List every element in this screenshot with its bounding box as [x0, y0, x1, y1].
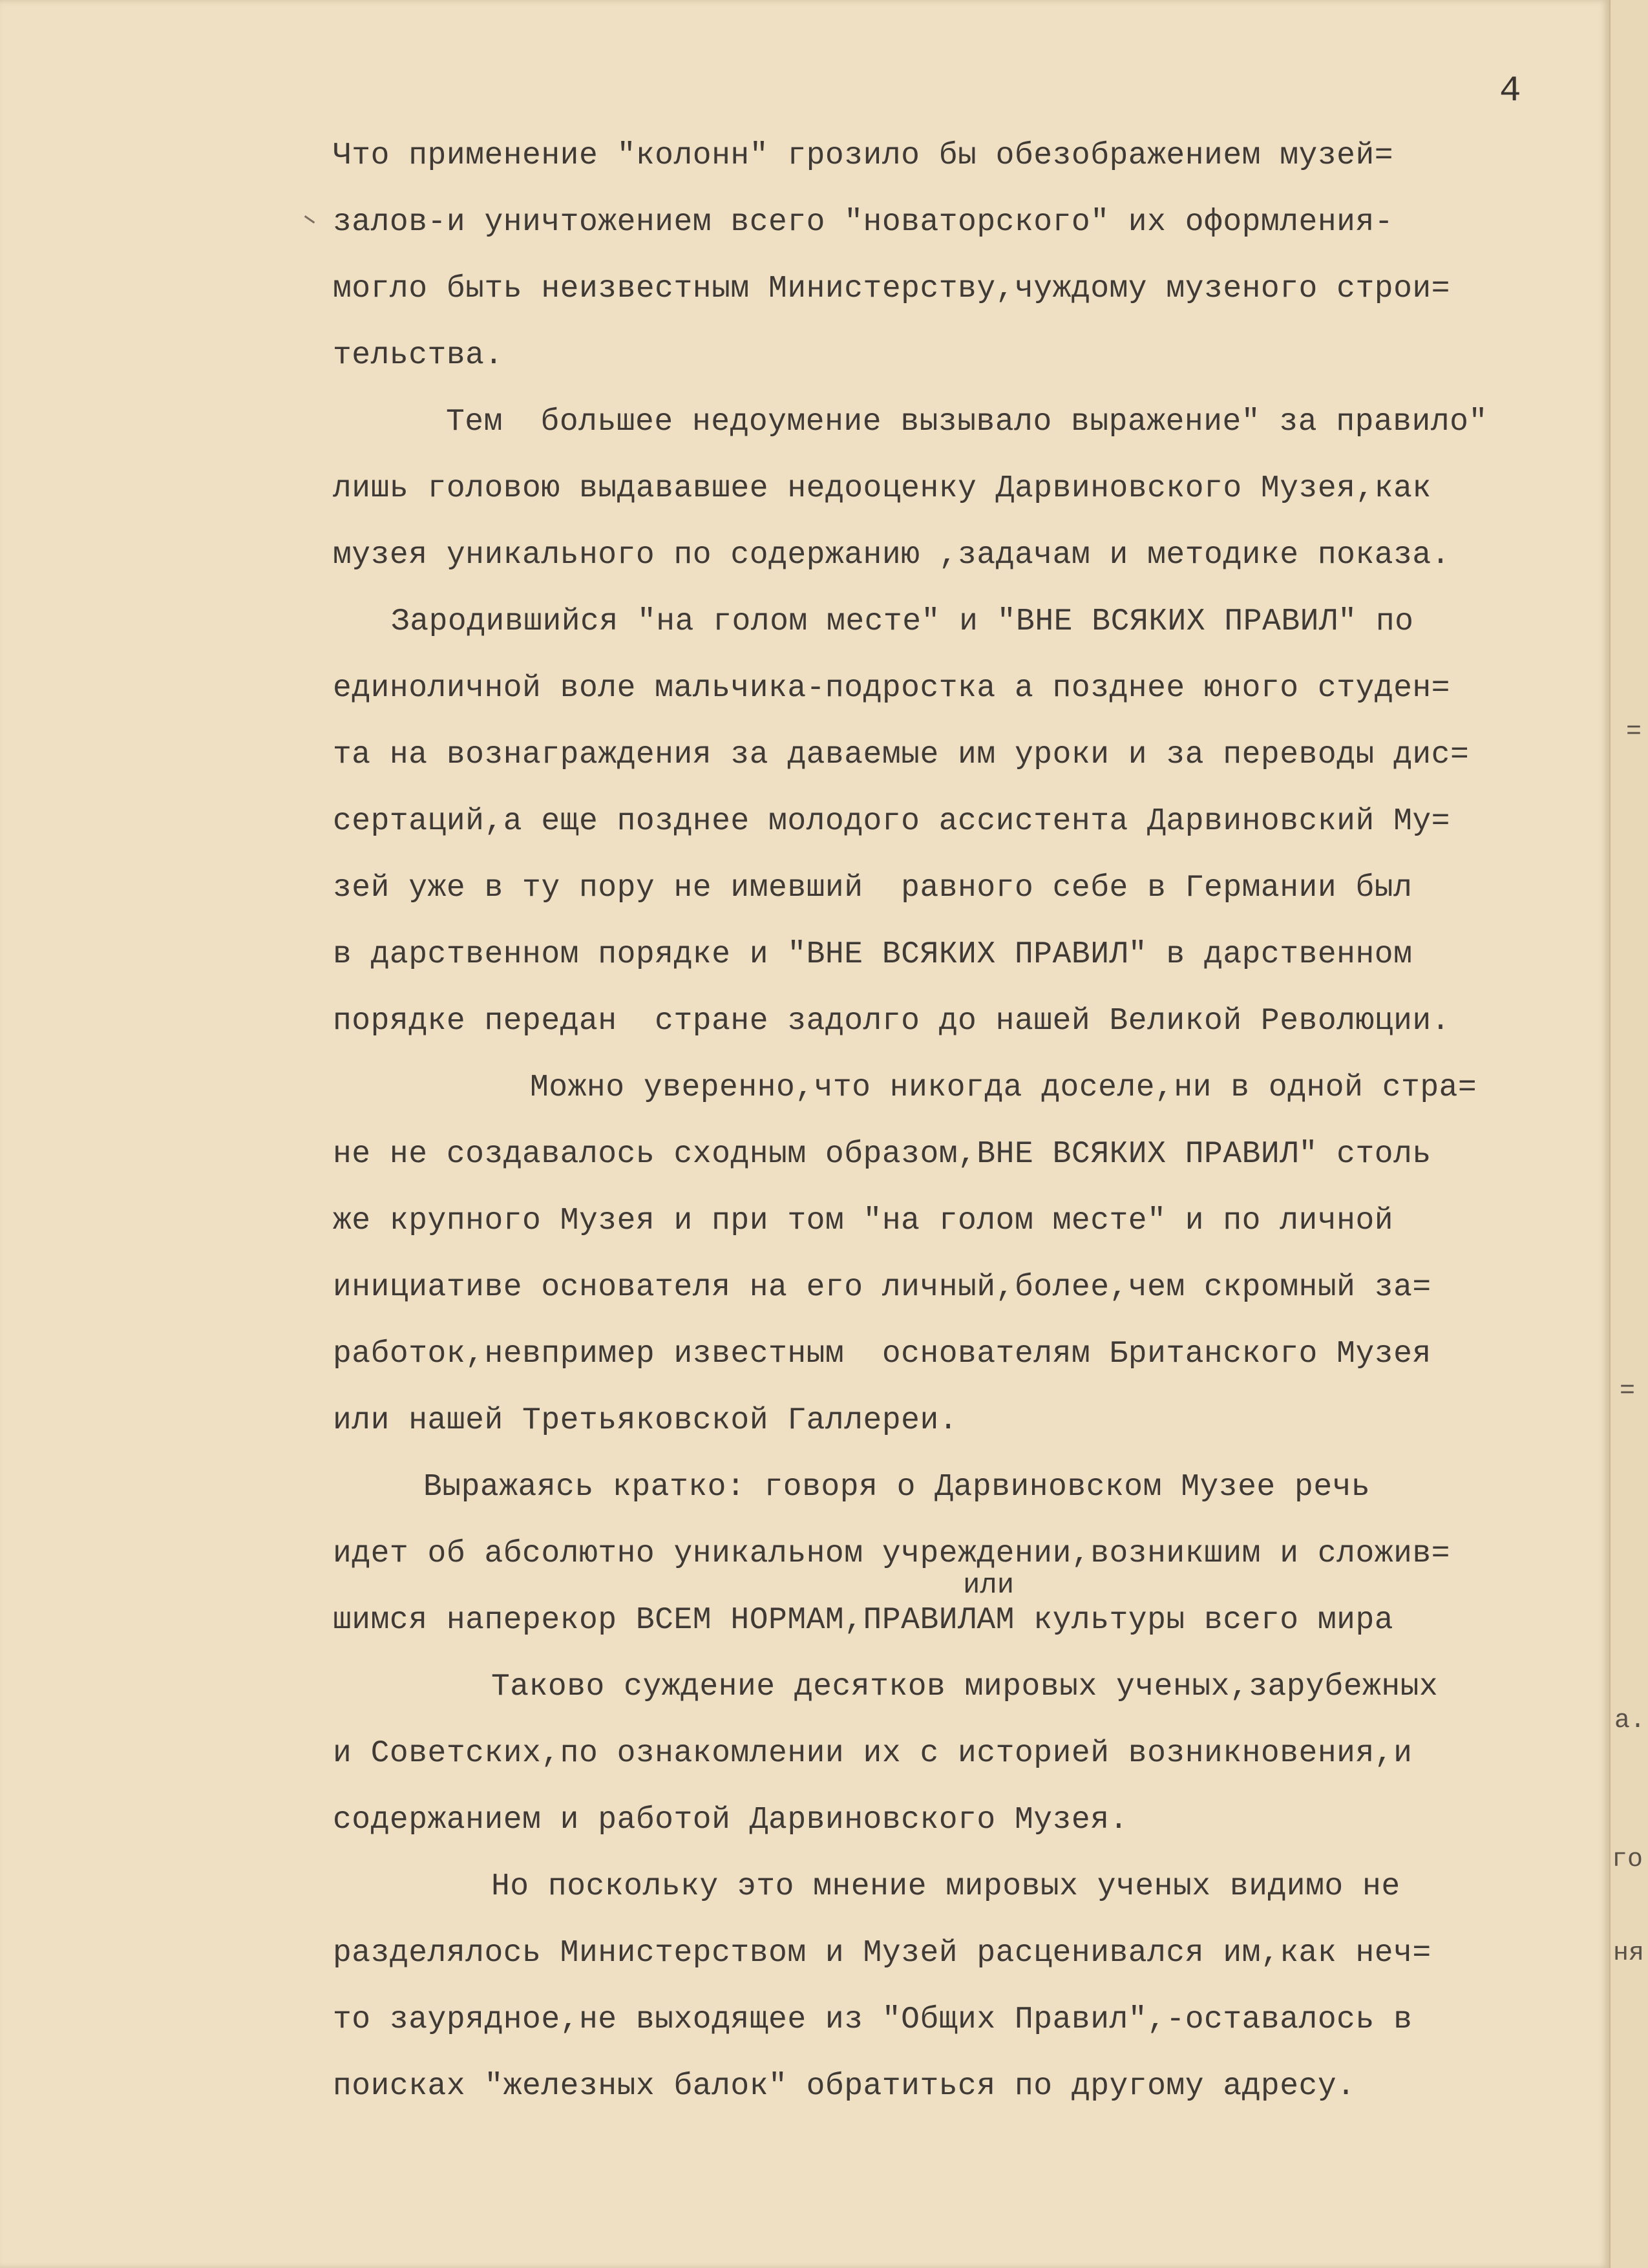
text-line: работок,невпример известным основателям Британского Музея — [333, 1337, 1431, 1372]
text-line: музея уникального по содержанию ,задачам и методике показа. — [333, 538, 1450, 573]
underlying-page-edge — [1609, 0, 1648, 2268]
text-line: Зародившийся "на голом месте" и "ВНЕ ВСЯКИХ ПРАВИЛ" по — [391, 604, 1414, 639]
text-line: сертаций,а еще позднее молодого ассистента Дарвиновский Му= — [333, 804, 1450, 839]
text-line: же крупного Музея и при том "на голом месте" и по личной — [333, 1203, 1394, 1238]
text-line: тельства. — [333, 338, 503, 373]
text-line: Таково суждение десятков мировых ученых,зарубежных — [491, 1669, 1439, 1704]
text-line: не не создавалось сходным образом,ВНЕ ВСЯКИХ ПРАВИЛ" столь — [333, 1137, 1431, 1172]
text-line: Выражаясь кратко: говоря о Дарвиновском Музее речь — [423, 1470, 1371, 1505]
margin-fragment: го — [1612, 1845, 1643, 1874]
pencil-tick-mark — [304, 215, 315, 224]
text-line: разделялось Министерством и Музей расценивался им,как неч= — [333, 1936, 1431, 1971]
text-line: то заурядное,не выходящее из "Общих Правил",-оставалось в — [333, 2002, 1413, 2037]
text-line: Но поскольку это мнение мировых ученых видимо не — [491, 1869, 1400, 1904]
text-line: Можно уверенно,что никогда доселе,ни в одной стра= — [530, 1070, 1477, 1105]
margin-fragment: а. — [1614, 1706, 1646, 1735]
text-line: Что применение "колонн" грозило бы обезображением музей= — [333, 138, 1394, 173]
page-number: 4 — [1499, 70, 1521, 111]
margin-fragment: = — [1626, 717, 1642, 747]
text-line: или нашей Третьяковской Галлереи. — [333, 1403, 958, 1438]
text-line: единоличной воле мальчика-подростка а позднее юного студен= — [333, 671, 1450, 706]
margin-fragment: = — [1620, 1377, 1636, 1406]
text-line: в дарственном порядке и "ВНЕ ВСЯКИХ ПРАВИЛ" в дарственном — [333, 937, 1413, 972]
text-line: лишь головою выдававшее недооценку Дарвиновского Музея,как — [333, 471, 1431, 506]
text-line: порядке передан стране задолго до нашей Великой Революции. — [333, 1004, 1450, 1039]
text-line: Тем большее недоумение вызывало выражение" за правило" — [446, 405, 1488, 440]
text-line: и Советских,по ознакомлении их с историей возникновения,и — [333, 1736, 1413, 1771]
document-body — [333, 123, 1593, 2120]
text-line: могло быть неизвестным Министерству,чуждому музеного строи= — [333, 271, 1450, 306]
interlinear-insert: или — [963, 1569, 1015, 1602]
text-line: поисках "железных балок" обратиться по другому адресу. — [333, 2069, 1356, 2104]
text-line: инициативе основателя на его личный,более,чем скромный за= — [333, 1270, 1431, 1305]
text-line: залов-и уничтожением всего "новаторского" их оформления- — [333, 205, 1394, 240]
text-line: содержанием и работой Дарвиновского Музея. — [333, 1803, 1128, 1838]
text-line: зей уже в ту пору не имевший равного себе в Германии был — [333, 871, 1413, 906]
text-line: идет об абсолютно уникальном учреждении,возникшим и сложив= — [333, 1536, 1450, 1571]
text-line: та на вознаграждения за даваемые им уроки и за переводы дис= — [333, 737, 1470, 772]
text-line: шимся наперекор ВСЕМ НОРМАМ,ПРАВИЛАМ культуры всего мира — [333, 1603, 1394, 1638]
margin-fragment: ня — [1613, 1939, 1645, 1968]
